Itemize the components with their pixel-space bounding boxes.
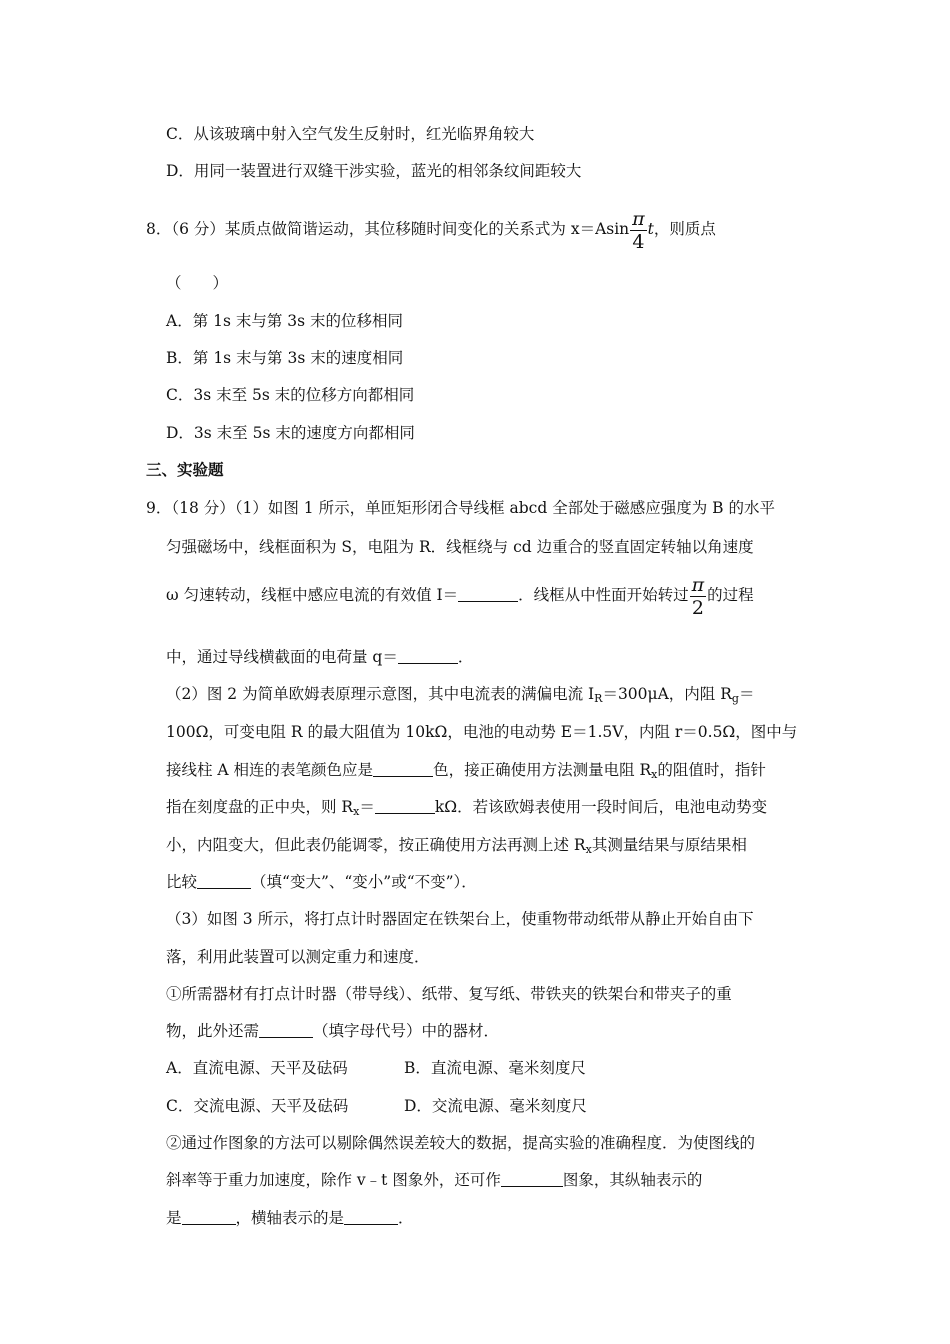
q9-p2-line-2: 100Ω，可变电阻 R 的最大阻值为 10kΩ，电池的电动势 E＝1.5V，内阻 r＝0.5Ω，图中与 [166, 723, 798, 741]
q9-p2-line-5 [166, 835, 747, 860]
q9-line-3 [166, 570, 754, 620]
q9-p3-option-b: B．直流电源、毫米刻度尺 [404, 1059, 586, 1077]
q9-p2-line-6 [166, 872, 477, 892]
q9-p2-l4-text: 指在刻度盘的正中央，则 R [166, 798, 354, 816]
q9-p3-option-a: A．直流电源、天平及砝码 [166, 1059, 348, 1077]
q9-p3-line-5: ②通过作图象的方法可以剔除偶然误差较大的数据，提高实验的准确程度．为使图线的 [166, 1134, 756, 1152]
q7-option-c: C．从该玻璃中射入空气发生反射时，红光临界角较大 [166, 125, 535, 143]
blank-charge[interactable] [398, 648, 458, 664]
q9-line-3-mid: ．线框从中性面开始转过 [518, 586, 689, 604]
q9-p3-l6-text: 斜率等于重力加速度，除作 v﹣t 图象外，还可作 [166, 1171, 501, 1189]
sub-x: x [353, 805, 360, 818]
blank-current[interactable] [458, 586, 518, 602]
q9-p2-line-3 [166, 760, 766, 785]
q9-p3-l7-end: ． [398, 1209, 414, 1227]
sub-x: x [585, 843, 592, 856]
q9-p2-line-1 [166, 684, 754, 709]
q8-var-t: t [647, 220, 654, 238]
blank-compare[interactable] [197, 873, 251, 889]
q8-fraction [630, 208, 647, 253]
q9-p2-l3-text: 接线柱 A 相连的表笔颜色应是 [166, 761, 374, 779]
q9-p3-line-1: （3）如图 3 所示，将打点计时器固定在铁架台上，使重物带动纸带从静止开始自由下 [166, 910, 754, 928]
blank-horizontal-axis[interactable] [344, 1209, 398, 1225]
q9-p3-option-c: C．交流电源、天平及砝码 [166, 1097, 349, 1115]
q9-line-3-end: 的过程 [707, 586, 754, 604]
q9-p3-line-6 [166, 1170, 702, 1190]
q9-p3-line-3: ①所需器材有打点计时器（带导线）、纸带、复写纸、带铁夹的铁架台和带夹子的重 [166, 985, 732, 1003]
q8-option-d: D．3s 末至 5s 末的速度方向都相同 [166, 424, 415, 442]
q9-line-4 [166, 647, 473, 667]
q9-fraction-den: 2 [691, 596, 704, 619]
q8-stem-text: 8．（6 分）某质点做简谐运动，其位移随时间变化的关系式为 x＝Asin [146, 220, 630, 238]
section-title-experiment: 三、实验题 [146, 460, 224, 479]
q9-line-4-end: ． [457, 648, 474, 666]
q8-stem-end: ，则质点 [653, 220, 716, 238]
q9-line-2: 匀强磁场中，线框面积为 S，电阻为 R．线框绕与 cd 边重合的竖直固定转轴以角速度 [166, 538, 754, 556]
q9-p2-l6-end: （填“变大”、“变小”或“不变”）． [251, 873, 477, 891]
q9-p3-l6-end: 图象，其纵轴表示的 [562, 1171, 703, 1189]
q7-option-d: D．用同一装置进行双缝干涉实验，蓝光的相邻条纹间距较大 [166, 162, 582, 180]
sub-x: x [651, 768, 658, 781]
q9-p3-line-2: 落，利用此装置可以测定重力和速度． [166, 948, 430, 966]
q9-p2-l1-end: ＝ [738, 685, 755, 703]
sub-R: R [594, 692, 603, 705]
q9-p2-l5-end: 其测量结果与原结果相 [591, 836, 747, 854]
q9-p2-l4-eq: ＝ [359, 798, 375, 816]
q9-p3-line-7 [166, 1208, 414, 1228]
blank-resistance[interactable] [375, 798, 435, 814]
blank-equipment[interactable] [259, 1022, 313, 1038]
q8-option-b: B．第 1s 末与第 3s 末的速度相同 [166, 349, 404, 367]
q9-p2-l3-end: 的阻值时，指针 [657, 761, 766, 779]
q9-p2-l6-text: 比较 [166, 873, 198, 891]
q9-fraction-num: π [691, 573, 705, 596]
blank-vertical-axis[interactable] [182, 1209, 236, 1225]
q9-p3-l4-end: （填字母代号）中的器材． [313, 1022, 500, 1040]
q9-line-1: 9．（18 分）（1）如图 1 所示，单匝矩形闭合导线框 abcd 全部处于磁感应强度为 B 的水平 [146, 499, 775, 517]
q9-p2-l4-end: kΩ．若该欧姆表使用一段时间后，电池电动势变 [434, 798, 768, 816]
q9-p3-option-d: D．交流电源、毫米刻度尺 [404, 1097, 587, 1115]
q9-p2-l1-mid: ＝300μA，内阻 R [602, 685, 732, 703]
q9-p2-l3-mid: 色，接正确使用方法测量电阻 R [433, 761, 652, 779]
q9-p2-line-4 [166, 797, 767, 822]
q9-fraction [690, 574, 707, 619]
q9-line-3-text: ω 匀速转动，线框中感应电流的有效值 I＝ [166, 586, 459, 604]
q9-p2-l1-text: （2）图 2 为简单欧姆表原理示意图，其中电流表的满偏电流 I [166, 685, 595, 703]
q8-fraction-num: π [632, 207, 645, 230]
q9-line-4-text: 中，通过导线横截面的电荷量 q＝ [166, 648, 398, 666]
q9-p3-l7-text: 是 [166, 1209, 182, 1227]
q9-p3-l4-text: 物，此外还需 [166, 1022, 260, 1040]
q9-p3-l7-mid: ，横轴表示的是 [235, 1209, 345, 1227]
q8-option-c: C．3s 末至 5s 末的位移方向都相同 [166, 386, 415, 404]
q8-stem [146, 206, 716, 252]
q9-p2-l5-text: 小，内阻变大，但此表仍能调零，按正确使用方法再测上述 R [166, 836, 586, 854]
blank-probe-color[interactable] [373, 761, 433, 777]
q9-p3-line-4 [166, 1021, 499, 1041]
blank-graph-type[interactable] [501, 1171, 563, 1187]
sub-g: g [731, 692, 739, 705]
q8-paren: （ ） [166, 274, 229, 292]
q8-option-a: A．第 1s 末与第 3s 末的位移相同 [166, 312, 404, 330]
q8-fraction-den: 4 [632, 230, 645, 253]
